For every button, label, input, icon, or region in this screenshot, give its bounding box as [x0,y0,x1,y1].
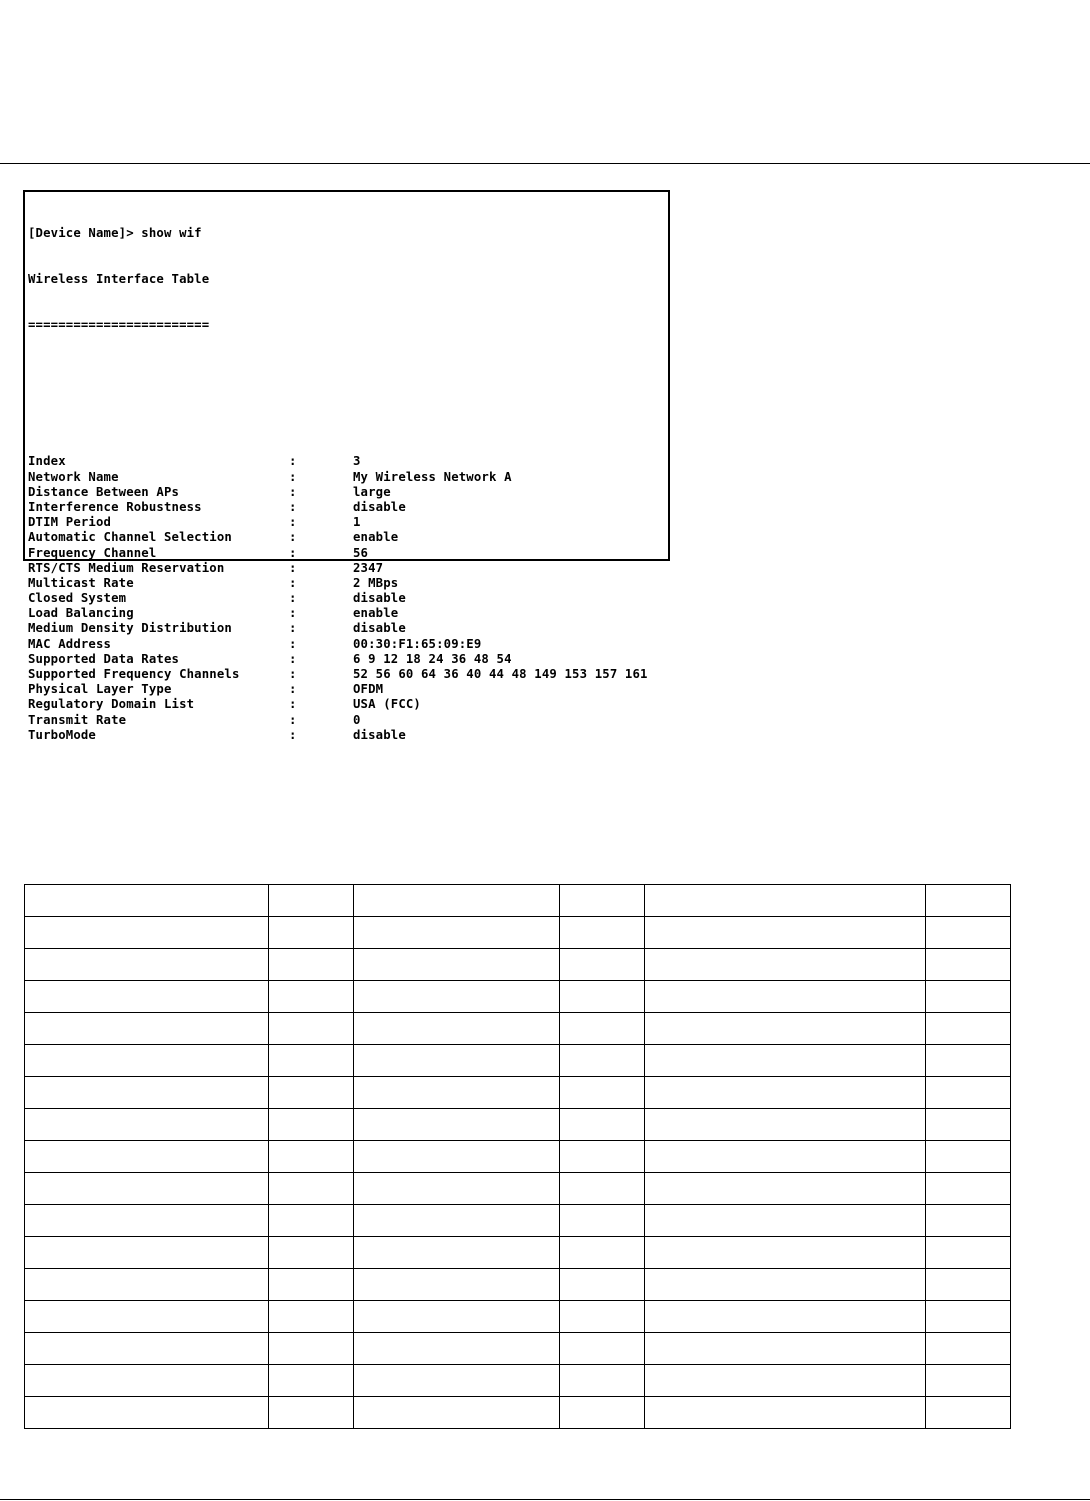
console-row-key: Medium Density Distribution [28,621,232,636]
table-cell [645,885,926,917]
console-row-value: 56 [353,545,369,560]
console-row-separator: : [289,727,297,742]
table-cell [560,1269,645,1301]
console-row-separator: : [289,621,297,636]
table-cell [560,1397,645,1429]
console-row [28,469,512,485]
table-cell [560,1109,645,1141]
console-row-key: Supported Data Rates [28,651,180,666]
console-row [28,621,406,636]
console-row [28,712,361,728]
table-cell [560,1013,645,1045]
console-row-separator: : [289,545,297,560]
table-cell [645,949,926,981]
table-cell [269,885,354,917]
console-row-value: disable [353,591,406,606]
table-cell [269,917,354,949]
console-row-separator: : [289,484,297,499]
console-row [28,484,391,500]
table-cell [645,1173,926,1205]
table-cell [926,1301,1011,1333]
table-row [25,1269,1011,1301]
table-cell [25,1045,269,1077]
table-cell [645,1077,926,1109]
console-row-value: OFDM [353,682,384,697]
console-row-separator: : [289,636,297,651]
table-cell [354,1013,560,1045]
table-cell [269,1045,354,1077]
console-underline: ======================== [28,317,210,332]
console-row [28,454,361,469]
table-row [25,1141,1011,1173]
console-row [28,636,482,652]
table-cell [926,917,1011,949]
table-cell [25,1013,269,1045]
footer-rule [0,1499,1090,1500]
console-row [28,651,512,667]
table-cell [926,1269,1011,1301]
table-cell [25,1077,269,1109]
table-cell [354,981,560,1013]
table-cell [354,1397,560,1429]
console-row-value: large [353,484,391,499]
table-cell [926,1173,1011,1205]
table-cell [560,981,645,1013]
console-row [28,697,421,712]
table-row [25,1205,1011,1237]
console-row-value: disable [353,727,406,742]
table-cell [560,949,645,981]
table-cell [560,885,645,917]
console-row-separator: : [289,469,297,484]
table-cell [926,1109,1011,1141]
console-row [28,682,384,697]
table-cell [25,1301,269,1333]
table-row [25,1109,1011,1141]
console-row-key: Load Balancing [28,606,134,621]
table-cell [269,1205,354,1237]
table-cell [25,1173,269,1205]
console-row-separator: : [289,454,297,469]
table-cell [25,1237,269,1269]
console-row-separator: : [289,591,297,606]
table-cell [926,885,1011,917]
console-row-value: 1 [353,515,361,530]
console-row-separator: : [289,682,297,697]
table-row [25,1397,1011,1429]
console-row [28,545,369,561]
console-row-key: Multicast Rate [28,575,134,590]
console-row-separator: : [289,560,297,575]
table-cell [25,1141,269,1173]
table-row [25,1301,1011,1333]
table-cell [269,1109,354,1141]
table-cell [25,949,269,981]
table-cell [560,1141,645,1173]
table-cell [25,885,269,917]
table-cell [645,1397,926,1429]
console-row-key: Network Name [28,469,119,484]
console-row-value: 6 9 12 18 24 36 48 54 [353,651,512,666]
table-cell [645,1205,926,1237]
console-row [28,667,648,682]
console-row-key: Physical Layer Type [28,682,172,697]
console-row-value: 00:30:F1:65:09:E9 [353,636,482,651]
console-row [28,727,406,743]
table-cell [645,1013,926,1045]
console-row-value: My Wireless Network A [353,469,512,484]
table-row [25,1333,1011,1365]
table-cell [269,1173,354,1205]
table-cell [25,1205,269,1237]
console-row-separator: : [289,697,297,712]
table-cell [354,1141,560,1173]
table-cell [926,1013,1011,1045]
console-row-separator: : [289,651,297,666]
table-cell [25,981,269,1013]
table-cell [645,1237,926,1269]
console-blank-line [28,363,209,378]
table-row [25,981,1011,1013]
console-row-value: 52 56 60 64 36 40 44 48 149 153 157 161 [353,667,648,681]
table-cell [25,1397,269,1429]
table-cell [926,1077,1011,1109]
console-row-key: Automatic Channel Selection [28,530,232,545]
console-output [28,196,648,773]
table-row [25,1013,1011,1045]
table-row [25,917,1011,949]
table-cell [269,1141,354,1173]
console-row-value: disable [353,621,406,636]
table-cell [25,917,269,949]
table-cell [926,1141,1011,1173]
table-cell [269,949,354,981]
table-cell [354,1365,560,1397]
header-rule [0,163,1090,164]
console-row [28,560,384,576]
table-cell [354,1269,560,1301]
console-row-value: 2 MBps [353,575,399,590]
table-cell [645,1109,926,1141]
table-cell [269,1237,354,1269]
console-row-key: Index [28,454,66,469]
table-cell [269,1397,354,1429]
console-rows [28,454,648,743]
table-cell [645,1301,926,1333]
console-blank-line [28,409,209,424]
console-row-key: Closed System [28,591,127,606]
table-cell [269,981,354,1013]
table-row [25,1173,1011,1205]
table-cell [926,1237,1011,1269]
table-cell [25,1333,269,1365]
console-row [28,591,406,606]
table-cell [560,1237,645,1269]
table-cell [354,949,560,981]
table-cell [645,917,926,949]
table-cell [560,1365,645,1397]
table-cell [354,1173,560,1205]
console-screenshot [23,190,670,742]
table-cell [926,1205,1011,1237]
console-row-key: TurboMode [28,727,96,742]
table-cell [645,1269,926,1301]
console-row [28,575,399,591]
table-cell [560,1045,645,1077]
table-cell [645,1333,926,1365]
console-row-value: enable [353,530,399,545]
table-cell [926,1397,1011,1429]
table-cell [560,1077,645,1109]
table-cell [269,1301,354,1333]
table-cell [269,1333,354,1365]
table-cell [354,885,560,917]
table-cell [269,1013,354,1045]
table-cell [560,1333,645,1365]
table-row [25,885,1011,917]
table-cell [560,1205,645,1237]
table-cell [560,917,645,949]
table-cell [645,1045,926,1077]
table-cell [354,1205,560,1237]
table-cell [560,1301,645,1333]
empty-table [24,884,1011,1429]
table-row [25,1045,1011,1077]
console-row [28,530,399,545]
console-prompt: [Device Name]> show wif [28,226,202,241]
table-cell [560,1173,645,1205]
console-row [28,606,399,621]
table-cell [354,1237,560,1269]
table-cell [926,1045,1011,1077]
console-row-separator: : [289,606,297,621]
console-row-key: DTIM Period [28,515,112,530]
console-row-value: USA (FCC) [353,697,421,712]
console-row [28,499,406,515]
table-cell [269,1365,354,1397]
table-cell [926,949,1011,981]
table-cell [25,1365,269,1397]
table-row [25,1237,1011,1269]
console-row-value: 3 [353,454,361,469]
table-cell [926,1365,1011,1397]
table-row [25,949,1011,981]
table-cell [645,1365,926,1397]
table-row [25,1077,1011,1109]
table-row [25,1365,1011,1397]
console-row-key: Interference Robustness [28,499,202,514]
console-row-key: Regulatory Domain List [28,697,195,712]
table-cell [354,1077,560,1109]
console-row-key: Transmit Rate [28,712,127,727]
table-cell [354,1301,560,1333]
table-cell [354,1333,560,1365]
console-row-key: Frequency Channel [28,545,157,560]
console-row-separator: : [289,499,297,514]
table-cell [926,1333,1011,1365]
table-cell [25,1109,269,1141]
table-cell [269,1269,354,1301]
table-cell [645,981,926,1013]
table-cell [354,1045,560,1077]
console-row-separator: : [289,515,297,530]
table-cell [25,1269,269,1301]
console-row-separator: : [289,575,297,590]
console-row-value: 2347 [353,560,384,575]
console-row-value: 0 [353,712,361,727]
console-row [28,515,361,530]
console-row-key: RTS/CTS Medium Reservation [28,560,225,575]
table-cell [269,1077,354,1109]
console-row-key: Supported Frequency Channels [28,667,240,681]
console-row-value: enable [353,606,399,621]
console-title: Wireless Interface Table [28,272,210,286]
console-row-key: MAC Address [28,636,112,651]
console-row-separator: : [289,712,297,727]
console-row-separator: : [289,667,297,681]
table-cell [354,1109,560,1141]
console-row-value: disable [353,499,406,514]
table-cell [645,1141,926,1173]
table-cell [354,917,560,949]
console-row-separator: : [289,530,297,545]
console-row-key: Distance Between APs [28,484,180,499]
table-cell [926,981,1011,1013]
